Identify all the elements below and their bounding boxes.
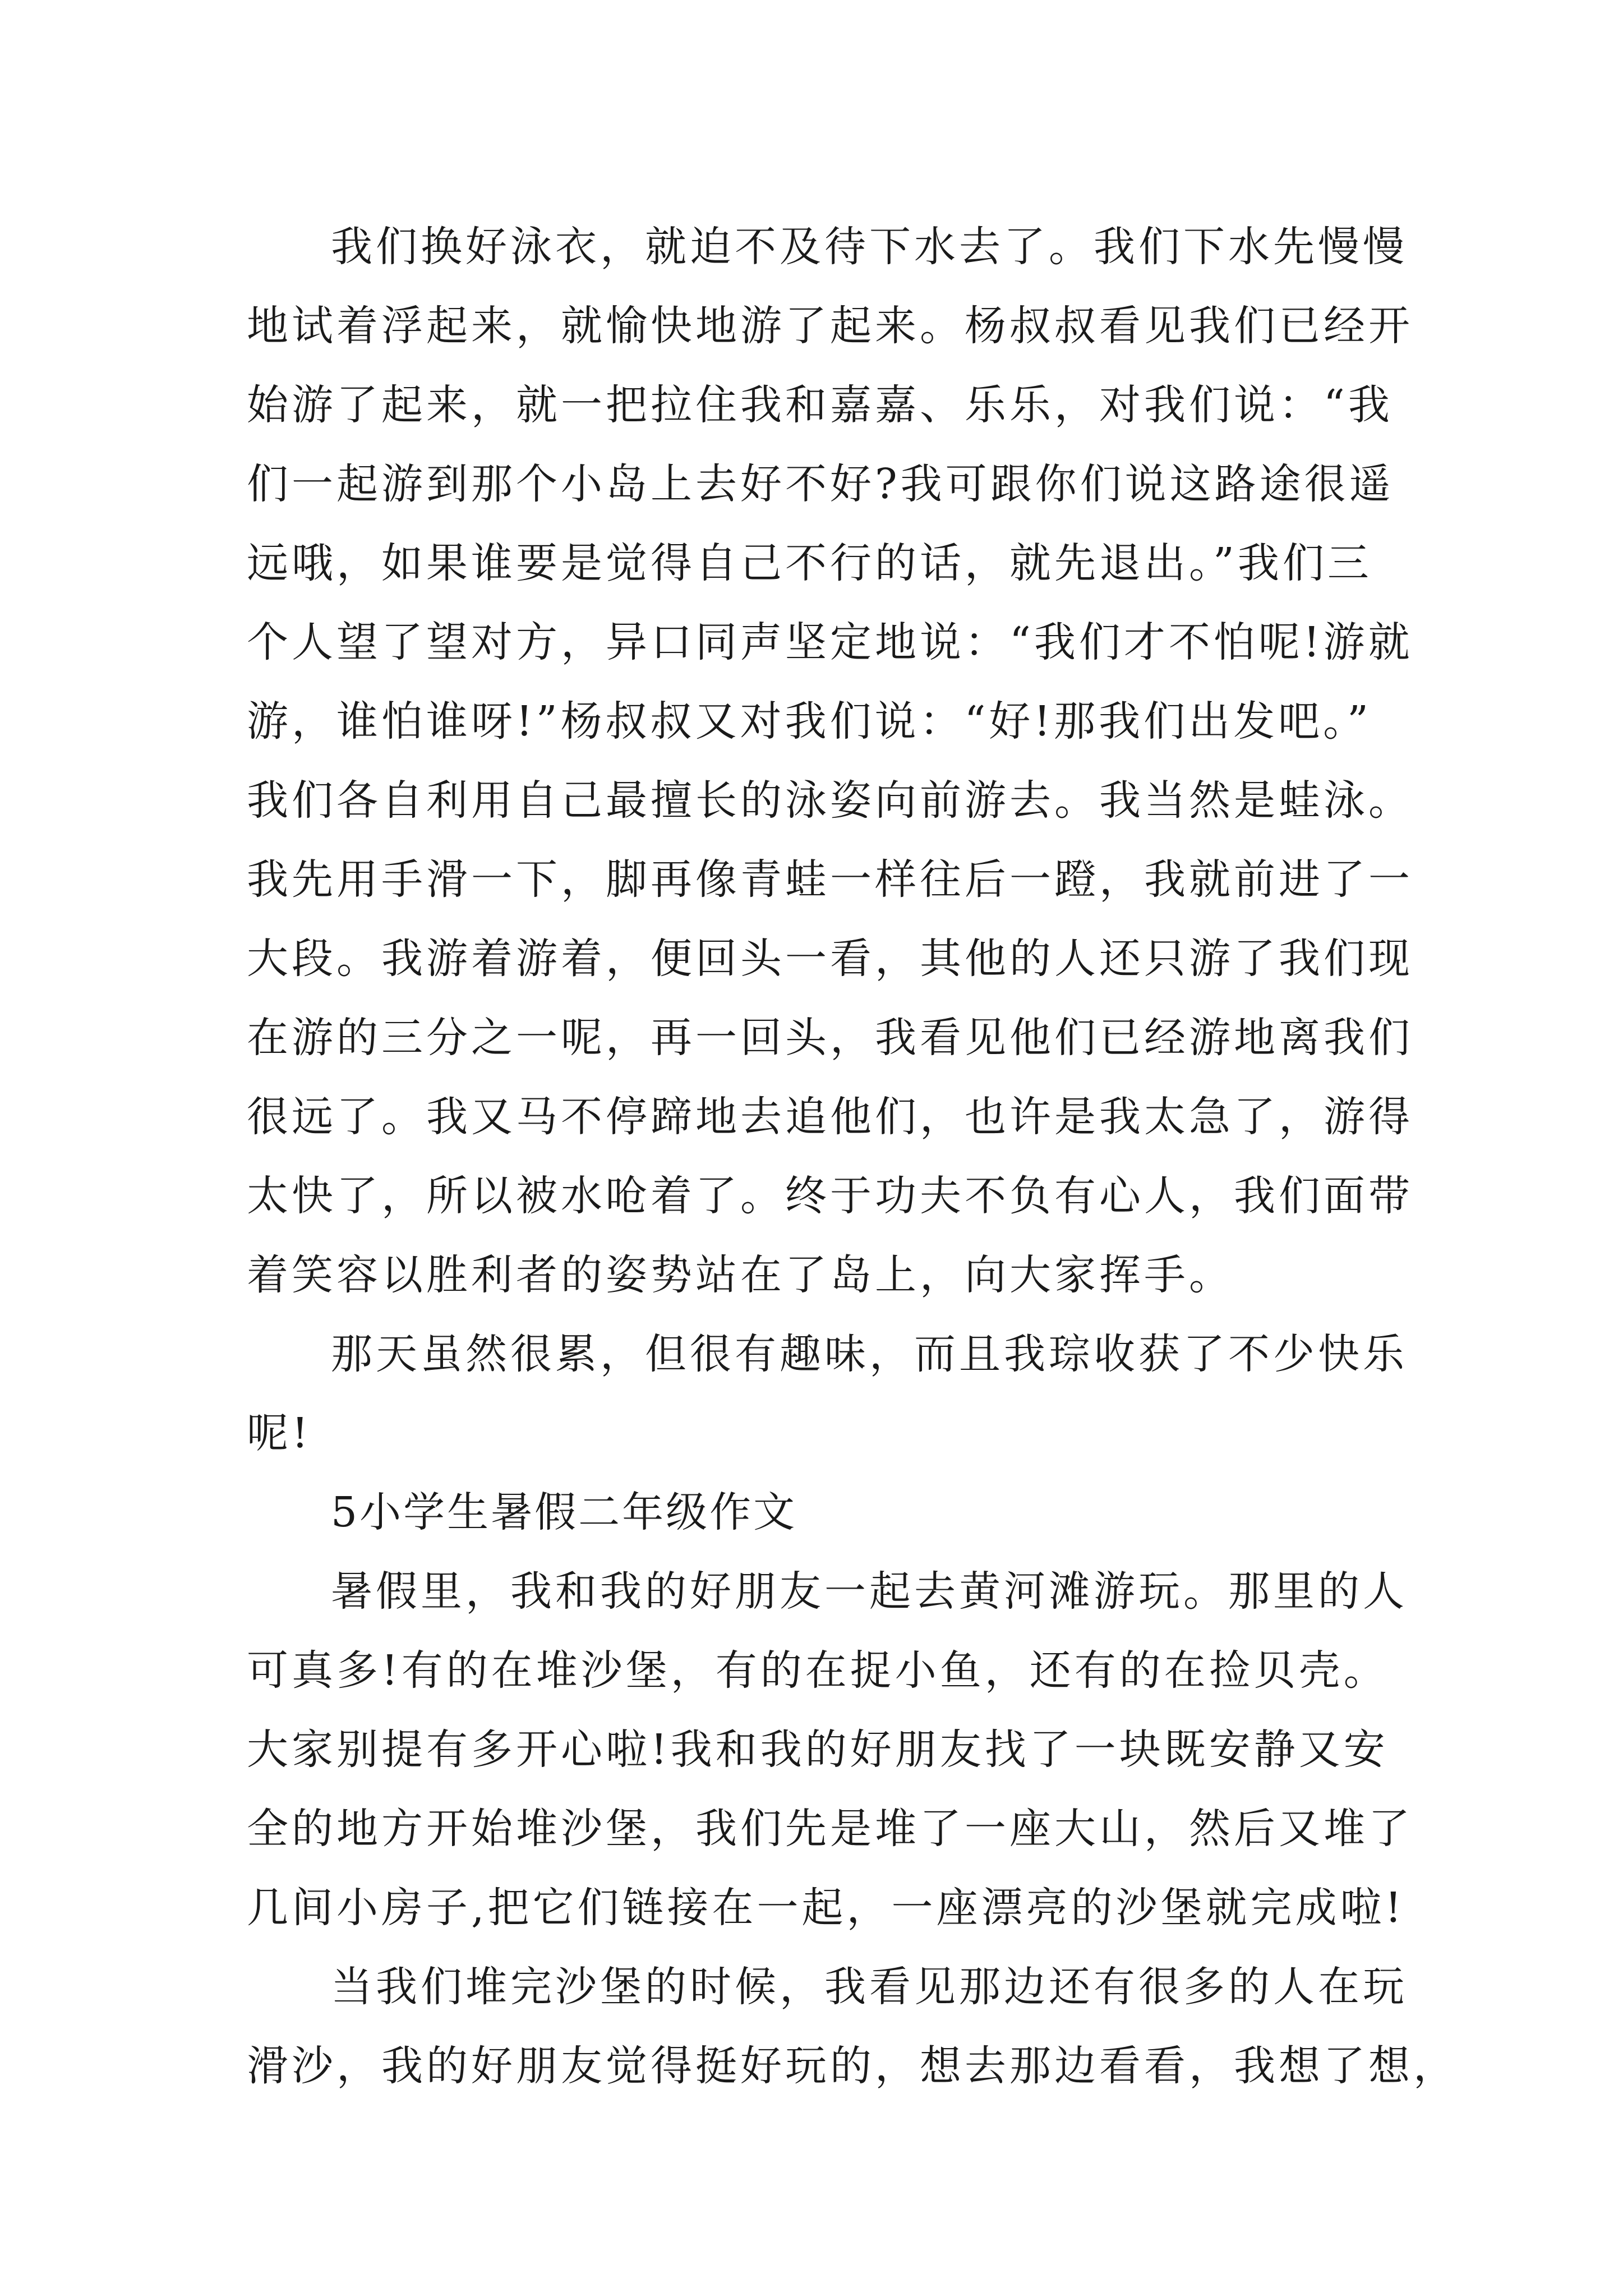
text-line: 全的地方开始堆沙堡，我们先是堆了一座大山，然后又堆了: [247, 1805, 1413, 1853]
text-line: 我们换好泳衣，就迫不及待下水去了。我们下水先慢慢: [331, 223, 1408, 271]
text-line: 我们各自利用自己最擅长的泳姿向前游去。我当然是蛙泳。: [247, 776, 1413, 825]
text-line: 暑假里，我和我的好朋友一起去黄河滩游玩。那里的人: [331, 1567, 1408, 1616]
text-line: 们一起游到那个小岛上去好不好?我可跟你们说这路途很遥: [247, 460, 1394, 508]
text-line: 我先用手滑一下，脚再像青蛙一样往后一蹬，我就前进了一: [247, 855, 1413, 904]
text-line: 很远了。我又马不停蹄地去追他们，也许是我太急了，游得: [247, 1093, 1413, 1141]
text-line: 当我们堆完沙堡的时候，我看见那边还有很多的人在玩: [331, 1963, 1408, 2011]
text-line: 呢!: [247, 1409, 312, 1457]
text-line: 可真多!有的在堆沙堡，有的在捉小鱼，还有的在捡贝壳。: [247, 1646, 1389, 1695]
text-line: 远哦，如果谁要是觉得自己不行的话，就先退出。”我们三: [247, 539, 1372, 587]
text-line: 那天虽然很累，但很有趣味，而且我琮收获了不少快乐: [331, 1330, 1408, 1378]
text-line: 大家别提有多开心啦!我和我的好朋友找了一块既安静又安: [247, 1726, 1389, 1774]
text-line: 滑沙，我的好朋友觉得挺好玩的，想去那边看看，我想了想，: [247, 2042, 1458, 2090]
text-line: 个人望了望对方，异口同声坚定地说：“我们才不怕呢!游就: [247, 618, 1413, 666]
text-line: 在游的三分之一呢，再一回头，我看见他们已经游地离我们: [247, 1014, 1413, 1062]
text-line: 太快了，所以被水呛着了。终于功夫不负有心人，我们面带: [247, 1172, 1413, 1220]
text-line: 几间小房子,把它们链接在一起，一座漂亮的沙堡就完成啦!: [247, 1884, 1405, 1932]
essay-body: [247, 208, 1458, 2106]
text-line: 游，谁怕谁呀!”杨叔叔又对我们说：“好!那我们出发吧。”: [247, 697, 1372, 746]
section-heading: 5小学生暑假二年级作文: [331, 1488, 797, 1536]
text-line: 着笑容以胜利者的姿势站在了岛上，向大家挥手。: [247, 1251, 1234, 1299]
text-line: 始游了起来，就一把拉住我和嘉嘉、乐乐，对我们说：“我: [247, 381, 1393, 429]
text-line: 地试着浮起来，就愉快地游了起来。杨叔叔看见我们已经开: [247, 302, 1413, 350]
text-line: 大段。我游着游着，便回头一看，其他的人还只游了我们现: [247, 935, 1413, 983]
